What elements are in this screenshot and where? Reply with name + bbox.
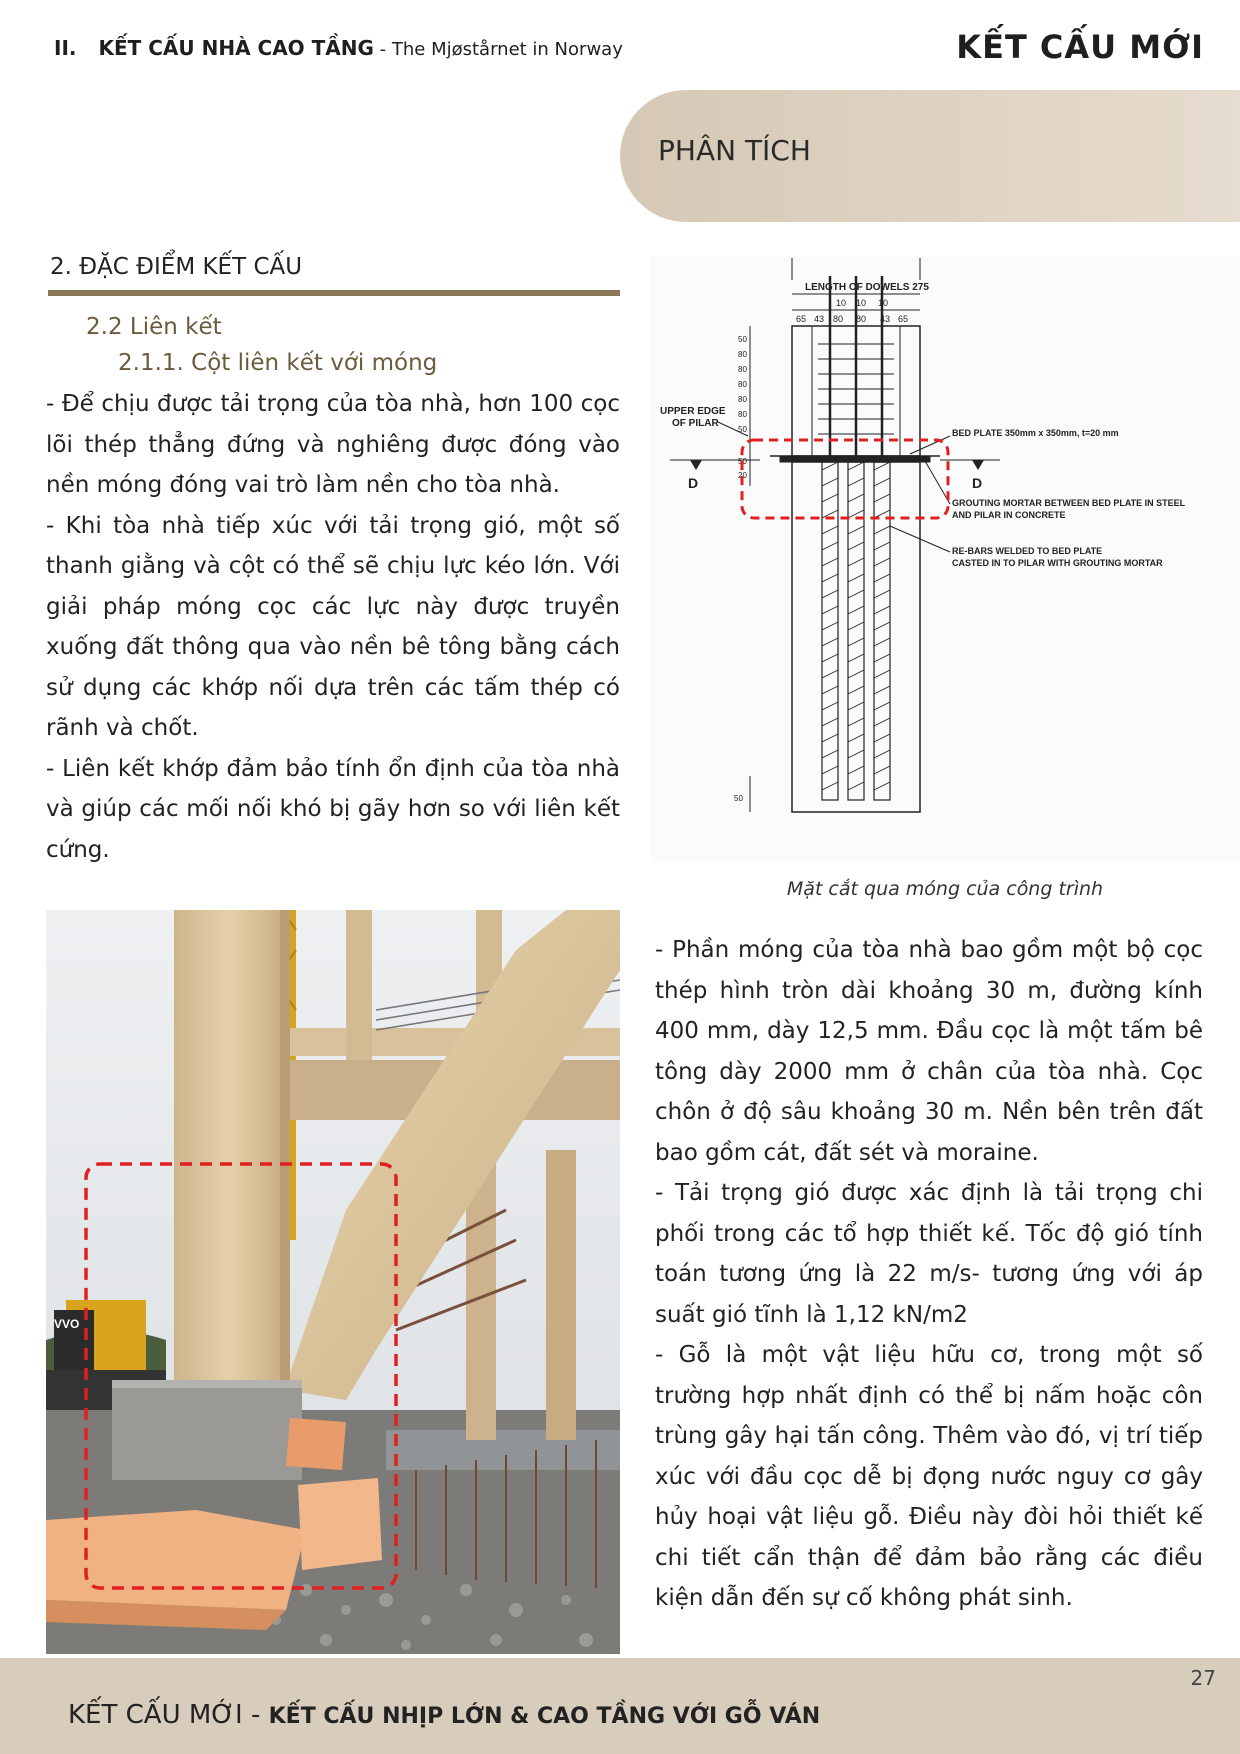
dim-bottom: 43	[880, 314, 891, 324]
dim-bottom: 43	[814, 314, 825, 324]
figure-caption: Mặt cắt qua móng của công trình	[786, 878, 1104, 900]
paragraph: - Phần móng của tòa nhà bao gồm một bộ cọc thép hình tròn dài khoảng 30 m, đường kính 400 mm, dày 12,5 mm. Đầu cọc là một tấm bê tông dày 2000 mm ở chân của tòa nhà. Cọc chôn ở độ sâu khoảng 30 m. Nền bên trên đất bao gồm cát, đất sét và moraine.	[655, 937, 1203, 1166]
vertical-dim: 80	[738, 395, 747, 404]
footer-brand: KẾT CẤU MỚI -	[68, 1700, 269, 1730]
highlight-box	[742, 440, 948, 518]
page-footer	[0, 1658, 1240, 1754]
vertical-dim: 80	[738, 365, 747, 374]
left-body-text	[46, 384, 620, 870]
vertical-dim: 80	[738, 380, 747, 389]
section-number: II.	[54, 36, 77, 60]
paragraph: - Khi tòa nhà tiếp xúc với tải trọng gió, một số thanh giằng và cột có thể sẽ chịu lực kéo lớn. Với giải pháp móng cọc các lực này được truyền xuống đất thông qua vào nền bê tông bằng cách sử dụng các khớp nối dựa trên các tấm thép có rãnh và chốt.	[46, 512, 620, 741]
section-mark-right: D	[972, 475, 983, 491]
bottom-dim: 50	[734, 794, 743, 803]
rebars-label: CASTED IN TO PILAR WITH GROUTING MORTAR	[952, 558, 1163, 568]
subsubsection-heading: 2.1.1. Cột liên kết với móng	[118, 350, 438, 376]
construction-photo	[46, 910, 620, 1654]
grouting-label: AND PILAR IN CONCRETE	[952, 510, 1066, 520]
dim-bottom: 65	[898, 314, 909, 324]
dim-bottom: 65	[796, 314, 807, 324]
dim-bottom: 80	[856, 314, 867, 324]
paragraph: - Để chịu được tải trọng của tòa nhà, hơn 100 cọc lõi thép thẳng đứng và nghiêng được đóng vào nền móng đóng vai trò làm nền cho tòa nhà.	[46, 391, 620, 498]
brand-title: KẾT CẤU MỚI	[956, 28, 1204, 66]
upper-edge-label: OF PILAR	[672, 418, 719, 429]
footer-book-title: KẾT CẤU NHỊP LỚN & CAO TẦNG VỚI GỖ VÁN	[268, 1704, 821, 1729]
dim-top: 10	[836, 298, 847, 308]
header-section	[54, 36, 623, 60]
vertical-dim: 80	[738, 410, 747, 419]
vertical-dim: 50	[738, 335, 747, 344]
page-number: 27	[1190, 1666, 1216, 1690]
analysis-tab-label: PHÂN TÍCH	[658, 134, 811, 167]
rebars-label: RE-BARS WELDED TO BED PLATE	[952, 546, 1103, 556]
foundation-section-drawing	[650, 256, 1240, 862]
vertical-dim: 20	[738, 471, 747, 480]
heading-divider	[48, 290, 620, 296]
section-title: KẾT CẤU NHÀ CAO TẦNG	[98, 36, 374, 60]
paragraph: - Liên kết khớp đảm bảo tính ổn định của tòa nhà và giúp các mối nối khó bị gãy hơn so với liên kết cứng.	[46, 755, 620, 863]
excavator-sign: VVO	[54, 1317, 80, 1331]
vertical-dim: 50	[738, 425, 747, 434]
subsection-heading: 2.2 Liên kết	[86, 314, 222, 340]
vertical-dim: 50	[738, 457, 747, 466]
analysis-tab	[620, 90, 1240, 222]
section-mark-left: D	[688, 475, 699, 491]
section-subtitle: - The Mjøstårnet in Norway	[373, 39, 623, 60]
dim-top: 10	[878, 298, 889, 308]
right-body-text	[655, 930, 1203, 1619]
footer-title	[68, 1700, 820, 1730]
vertical-dim: 80	[738, 350, 747, 359]
paragraph: - Tải trọng gió được xác định là tải trọng chi phối trong các tổ hợp thiết kế. Tốc độ gió tính toán tương ứng là 22 m/s- tương ứng với áp suất gió tĩnh là 1,12 kN/m2	[655, 1180, 1203, 1328]
section-heading: 2. ĐẶC ĐIỂM KẾT CẤU	[50, 254, 303, 280]
bed-plate-label: BED PLATE 350mm x 350mm, t=20 mm	[952, 428, 1119, 438]
dowels-length-label: LENGTH OF DOWELS 275	[805, 282, 929, 293]
paragraph: - Gỗ là một vật liệu hữu cơ, trong một số trường hợp nhất định có thể bị nấm hoặc côn trùng gây hại tấn công. Thêm vào đó, vị trí tiếp xúc với đầu cọc dễ bị đọng nước nguy cơ gây hủy hoại vật liệu gỗ. Điều này đòi hỏi thiết kế chi tiết cẩn thận để đảm bảo rằng các điều kiện dẫn đến sự cố không phát sinh.	[655, 1342, 1203, 1611]
upper-edge-label: UPPER EDGE	[660, 406, 726, 417]
dim-bottom: 80	[833, 314, 844, 324]
dim-top: 10	[856, 298, 867, 308]
grouting-label: GROUTING MORTAR BETWEEN BED PLATE IN STEEL	[952, 498, 1186, 508]
